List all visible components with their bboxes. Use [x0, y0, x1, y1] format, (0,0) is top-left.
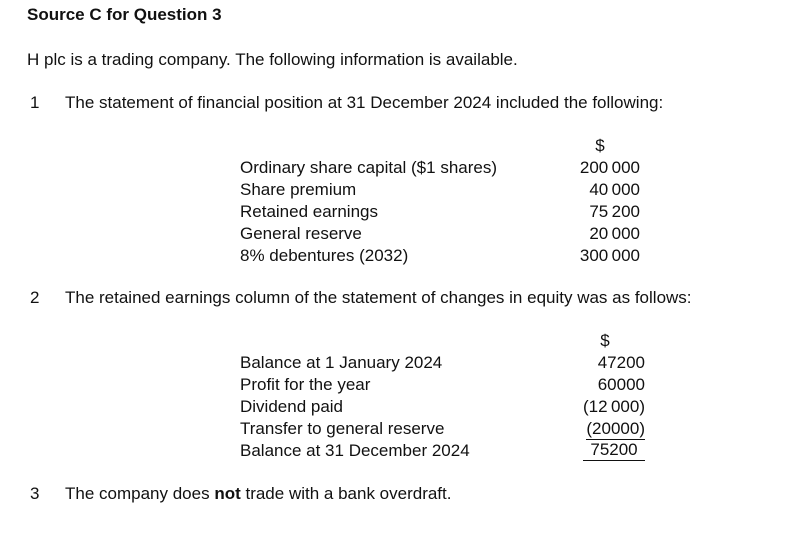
currency-header: $	[600, 331, 610, 350]
row-label: Profit for the year	[240, 375, 371, 394]
currency-header-row	[240, 135, 640, 157]
row-label: Ordinary share capital ($1 shares)	[240, 158, 498, 177]
retained-earnings-table	[240, 330, 645, 462]
row-value: 200 000	[579, 158, 640, 177]
item-3-text-bold: not	[214, 484, 241, 503]
total-value: 75200	[583, 440, 645, 461]
item-2-number: 2	[30, 288, 40, 307]
row-label: Retained earnings	[240, 202, 378, 221]
row-value: 75 200	[589, 202, 640, 221]
row-label: Share premium	[240, 180, 357, 199]
row-value: 20 000	[589, 224, 640, 243]
table-row	[240, 374, 645, 396]
table-row	[240, 201, 640, 223]
item-3-text-before: The company does	[65, 484, 215, 503]
table-row	[240, 440, 645, 462]
table-row	[240, 179, 640, 201]
item-1-number: 1	[30, 93, 40, 112]
table-row	[240, 396, 645, 418]
table-row	[240, 223, 640, 245]
item-2-text: The retained earnings column of the statement of changes in equity was as follows:	[65, 288, 692, 307]
row-label: Balance at 31 December 2024	[240, 441, 470, 460]
financial-position-table	[240, 135, 640, 267]
row-label: General reserve	[240, 224, 362, 243]
currency-header-row	[240, 330, 645, 352]
row-value: 40 000	[589, 180, 640, 199]
table-row	[240, 245, 640, 267]
table-row	[240, 352, 645, 374]
intro-text: H plc is a trading company. The following information is available.	[27, 50, 518, 69]
row-label: Dividend paid	[240, 397, 344, 416]
table-row	[240, 418, 645, 440]
item-3-text-after: trade with a bank overdraft.	[240, 484, 452, 503]
currency-header: $	[595, 136, 605, 155]
row-label: 8% debentures (2032)	[240, 246, 409, 265]
row-label: Transfer to general reserve	[240, 419, 445, 438]
row-value-underlined	[565, 418, 645, 440]
item-3-text	[65, 484, 451, 504]
row-value-total	[583, 440, 645, 461]
row-label: Balance at 1 January 2024	[240, 353, 443, 372]
underlined-value: (20000)	[586, 419, 645, 438]
table-row	[240, 157, 640, 179]
row-value: 60000	[597, 375, 645, 394]
item-3-number: 3	[30, 484, 40, 503]
source-title: Source C for Question 3	[27, 5, 222, 24]
row-value: 47200	[597, 353, 645, 372]
row-value: 300 000	[579, 246, 640, 265]
item-1-text: The statement of financial position at 31 December 2024 included the following:	[65, 93, 664, 112]
row-value: (12 000)	[583, 397, 645, 416]
